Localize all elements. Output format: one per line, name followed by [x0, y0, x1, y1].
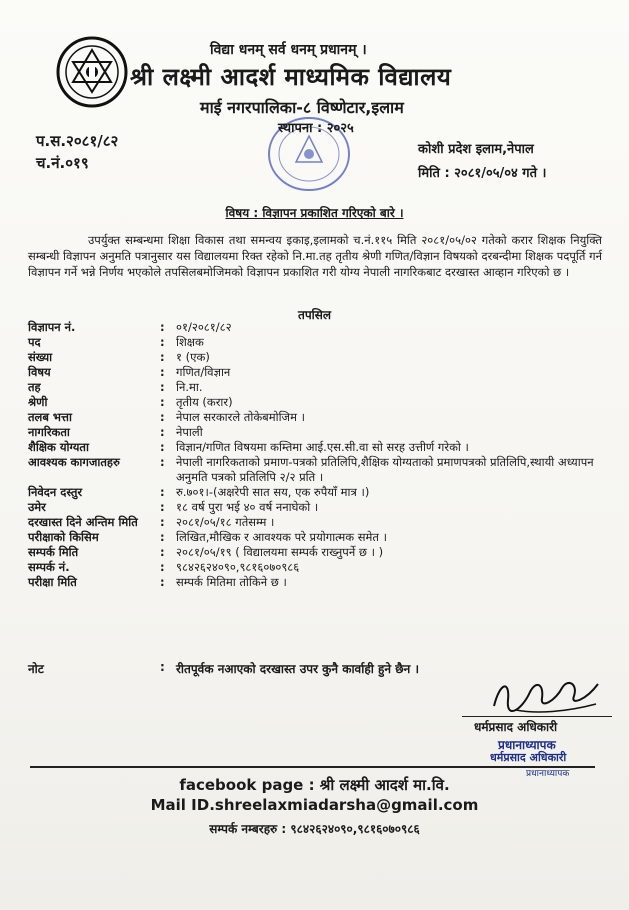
detail-label: परीक्षाको किसिम [28, 530, 99, 544]
subject-line [0, 204, 629, 221]
table-row [28, 425, 616, 440]
tabsil-heading: तपसिल [297, 308, 331, 322]
subject-text: विषय : विज्ञापन प्रकाशित गरिएको बारे । [225, 206, 404, 220]
table-row [28, 515, 616, 530]
detail-colon: : [160, 380, 165, 394]
table-row [28, 320, 616, 335]
detail-label: परीक्षा मिति [28, 575, 77, 589]
detail-label: तह [28, 380, 41, 394]
table-row [28, 560, 616, 575]
footer-divider [30, 766, 595, 768]
detail-label: उमेर [28, 500, 46, 514]
detail-colon: : [160, 410, 165, 424]
school-name: श्री लक्ष्मी आदर्श माध्यमिक विद्यालय [130, 63, 452, 91]
detail-value: तृतीय (करार) [176, 395, 233, 409]
detail-label: विषय [28, 365, 51, 379]
detail-colon: : [160, 545, 165, 559]
body-paragraph [28, 232, 602, 280]
table-row [28, 350, 616, 365]
detail-value: शिक्षक [176, 335, 204, 349]
detail-value: गणित/विज्ञान [176, 365, 231, 379]
detail-label: निवेदन दस्तुर [28, 485, 83, 499]
province-location: कोशी प्रदेश इलाम,नेपाल [418, 142, 534, 157]
facebook-page: facebook page : श्री लक्ष्मी आदर्श मा.वि. [179, 776, 450, 794]
detail-colon: : [160, 455, 165, 469]
detail-value: नेपाल सरकारले तोकेबमोजिम । [176, 410, 305, 424]
detail-colon: : [160, 320, 165, 334]
school-address: माई नगरपालिका-८ विष्णेटार,इलाम [200, 98, 404, 117]
detail-colon: : [160, 530, 165, 544]
established-year: स्थापना : २०२५ [278, 121, 354, 136]
detail-colon: : [160, 440, 165, 454]
stamp-signatory-role: प्रधानाध्यापक [526, 769, 570, 779]
chalani-number: च.नं.०१९ [36, 154, 89, 172]
table-row [28, 530, 616, 545]
table-row [28, 575, 616, 590]
detail-value: विज्ञान/गणित विषयमा कम्तिमा आई.एस.सी.वा सो सरह उत्तीर्ण गरेको । [176, 440, 469, 454]
detail-colon: : [160, 425, 165, 439]
detail-colon: : [160, 485, 165, 499]
body-text: उपर्युक्त सम्बन्धमा शिक्षा विकास तथा समन्वय इकाइ,इलामको च.नं.११५ मिति २०८१/०५/०२ गतेको करार शिक्षक नियुक्ति सम्बन्धी विज्ञापन अनुमति पत्रानुसार यस विद्यालयमा रिक्त रहेको नि.मा.तह तृतीय श्रेणी गणित/विज्ञान विषयको दरबन्दीमा शिक्षक पदपूर्ति गर्न विज्ञापन गर्ने भन्ने निर्णय भएकोले तपसिलबमोजिमको विज्ञापन प्रकाशित गरी योग्य नेपाली नागरिकबाट दरखास्त आव्हान गरिएको छ । [28, 233, 602, 279]
detail-value: नेपाली नागरिकताको प्रमाण-पत्रको प्रतिलिपि,शैक्षिक योग्यताको प्रमाणपत्रको प्रतिलिपि,स्थायी अध्यापन अनुमति पत्रको प्रतिलिपि २/२ प्रति । [176, 455, 594, 484]
table-row [28, 335, 616, 350]
note-text: रीतपूर्वक नआएको दरखास्त उपर कुनै कार्वाही हुने छैन । [176, 662, 419, 676]
detail-value: २०८१/०५/१८ गतेसम्म । [176, 515, 275, 529]
detail-value: लिखित,मौखिक र आवश्यक परे प्रयोगात्मक समेत । [176, 530, 388, 544]
table-row [28, 380, 616, 395]
detail-label: पद [28, 335, 41, 349]
detail-value: १ (एक) [176, 350, 210, 364]
email-address: Mail ID.shreelaxmiadarsha@gmail.com [150, 796, 479, 814]
table-row [28, 545, 616, 560]
table-row [28, 410, 616, 425]
detail-colon: : [160, 335, 165, 349]
detail-colon: : [160, 395, 165, 409]
detail-value: २०८१/०५/१९ ( विद्यालयमा सम्पर्क राख्नुपर्ने छ । ) [176, 545, 384, 559]
location-date-block [418, 138, 546, 186]
table-row [28, 365, 616, 380]
detail-label: आवश्यक कागजातहरु [28, 455, 120, 469]
signature-line [462, 716, 612, 717]
details-table [28, 320, 616, 590]
table-row [28, 395, 616, 410]
detail-value: नि.मा. [176, 380, 203, 394]
school-motto: विद्या धनम् सर्व धनम् प्रधानम् । [210, 42, 367, 58]
detail-value: सम्पर्क मितिमा तोकिने छ । [176, 575, 287, 589]
detail-colon: : [160, 500, 165, 514]
detail-value: १८ वर्ष पुरा भई ४० वर्ष ननाघेको । [176, 500, 319, 514]
table-row [28, 500, 616, 515]
signatory-role: प्रधानाध्यापक [498, 738, 556, 752]
detail-label: सम्पर्क मिति [28, 545, 79, 559]
signature-scribble-icon [486, 670, 606, 718]
detail-label: दरखास्त दिने अन्तिम मिति [28, 515, 138, 529]
detail-label: शैक्षिक योग्यता [28, 440, 89, 454]
detail-colon: : [160, 560, 165, 574]
detail-label: श्रेणी [28, 395, 48, 409]
detail-colon: : [160, 350, 165, 364]
note-label: नोट [28, 662, 44, 676]
table-row [28, 455, 616, 485]
signatory-name: धर्मप्रसाद अधिकारी [474, 720, 558, 734]
contact-numbers: सम्पर्क नम्बरहरु : ९८४२६२४०९०,९८१६०७०९८६ [209, 822, 420, 836]
school-logo-icon [56, 36, 128, 108]
detail-colon: : [160, 515, 165, 529]
detail-label: नागरिकता [28, 425, 70, 439]
table-row [28, 485, 616, 500]
table-row [28, 440, 616, 455]
detail-label: विज्ञापन नं. [28, 320, 76, 334]
reference-block [36, 130, 118, 174]
detail-label: तलब भत्ता [28, 410, 72, 424]
patra-sankhya: प.स.२०८१/८२ [36, 132, 119, 150]
detail-value: ९८४२६२४०९०,९८१६०७०९८६ [176, 560, 300, 574]
detail-label: संख्या [28, 350, 53, 364]
stamp-signatory-name: धर्मप्रसाद अधिकारी [490, 751, 567, 764]
detail-colon: : [160, 365, 165, 379]
detail-label: सम्पर्क नं. [28, 560, 70, 574]
note-colon: : [160, 660, 165, 674]
detail-value: ०१/२०८१/८२ [176, 320, 232, 334]
detail-value: रु.७०१।-(अक्षरेपी सात सय, एक रुपैयाँ मात्र ।) [176, 485, 370, 499]
letter-date: मिति : २०८१/०५/०४ गते । [418, 166, 547, 181]
detail-colon: : [160, 575, 165, 589]
detail-value: नेपाली [176, 425, 203, 439]
